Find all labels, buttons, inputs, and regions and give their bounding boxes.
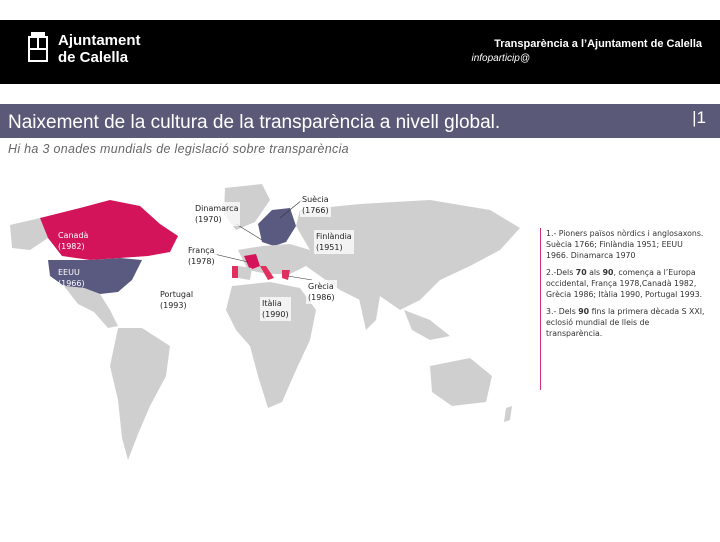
- label-grecia: Grècia (1986): [308, 282, 335, 302]
- header-title: Transparència a l’Ajuntament de Calella: [494, 38, 702, 50]
- india: [358, 294, 380, 330]
- label-eeuu: EEUU (1966): [58, 268, 85, 288]
- label-italia: Itàlia (1990): [262, 299, 289, 319]
- label-suecia: Suècia (1766): [302, 195, 329, 215]
- label-dinamarca: Dinamarca (1970): [195, 204, 239, 224]
- logo-line2: de Calella: [58, 49, 129, 66]
- note-wave-2: 2.-Dels 70 als 90, comença a l’Europa occidental, França 1978,Canadà 1982, Grècia 1986; Itàlia 1990, Portugal 1993.: [546, 268, 703, 299]
- header-subtitle: infoparticip@: [471, 53, 530, 64]
- notes-divider: [540, 228, 541, 390]
- label-finlandia: Finlàndia (1951): [316, 232, 352, 252]
- header-bar: [0, 20, 720, 84]
- slide-title: Naixement de la cultura de la transparència a nivell global.: [8, 112, 501, 133]
- southeast-asia: [404, 310, 450, 340]
- south-america: [110, 328, 170, 460]
- portugal-shape: [232, 266, 238, 278]
- note-wave-1: 1.- Pioners països nòrdics i anglosaxons. Suècia 1766; Finlàndia 1951; EEUU 1966. Dinamarca 1970: [546, 229, 704, 260]
- notes-column: [546, 228, 706, 345]
- scandinavia: [258, 208, 296, 246]
- greece-shape: [282, 270, 290, 280]
- logo-line1: Ajuntament: [58, 32, 141, 49]
- spain-shape: [238, 266, 252, 280]
- note-wave-3: 3.- Dels 90 fins la primera dècada S XXI, eclosió mundial de lleis de transparència.: [546, 307, 705, 338]
- new-zealand: [504, 406, 512, 422]
- label-franca: França (1978): [188, 246, 215, 266]
- world-map: [0, 170, 540, 542]
- slide-number: |1: [692, 108, 706, 127]
- slide-subtitle: Hi ha 3 onades mundials de legislació sobre transparència: [8, 142, 349, 156]
- label-portugal: Portugal (1993): [160, 290, 194, 310]
- logo-text: [58, 32, 141, 66]
- australia: [430, 358, 492, 406]
- pointer-dinamarca: [236, 224, 262, 240]
- label-canada: Canadà (1982): [58, 231, 89, 251]
- slide-title-bar: [0, 104, 720, 138]
